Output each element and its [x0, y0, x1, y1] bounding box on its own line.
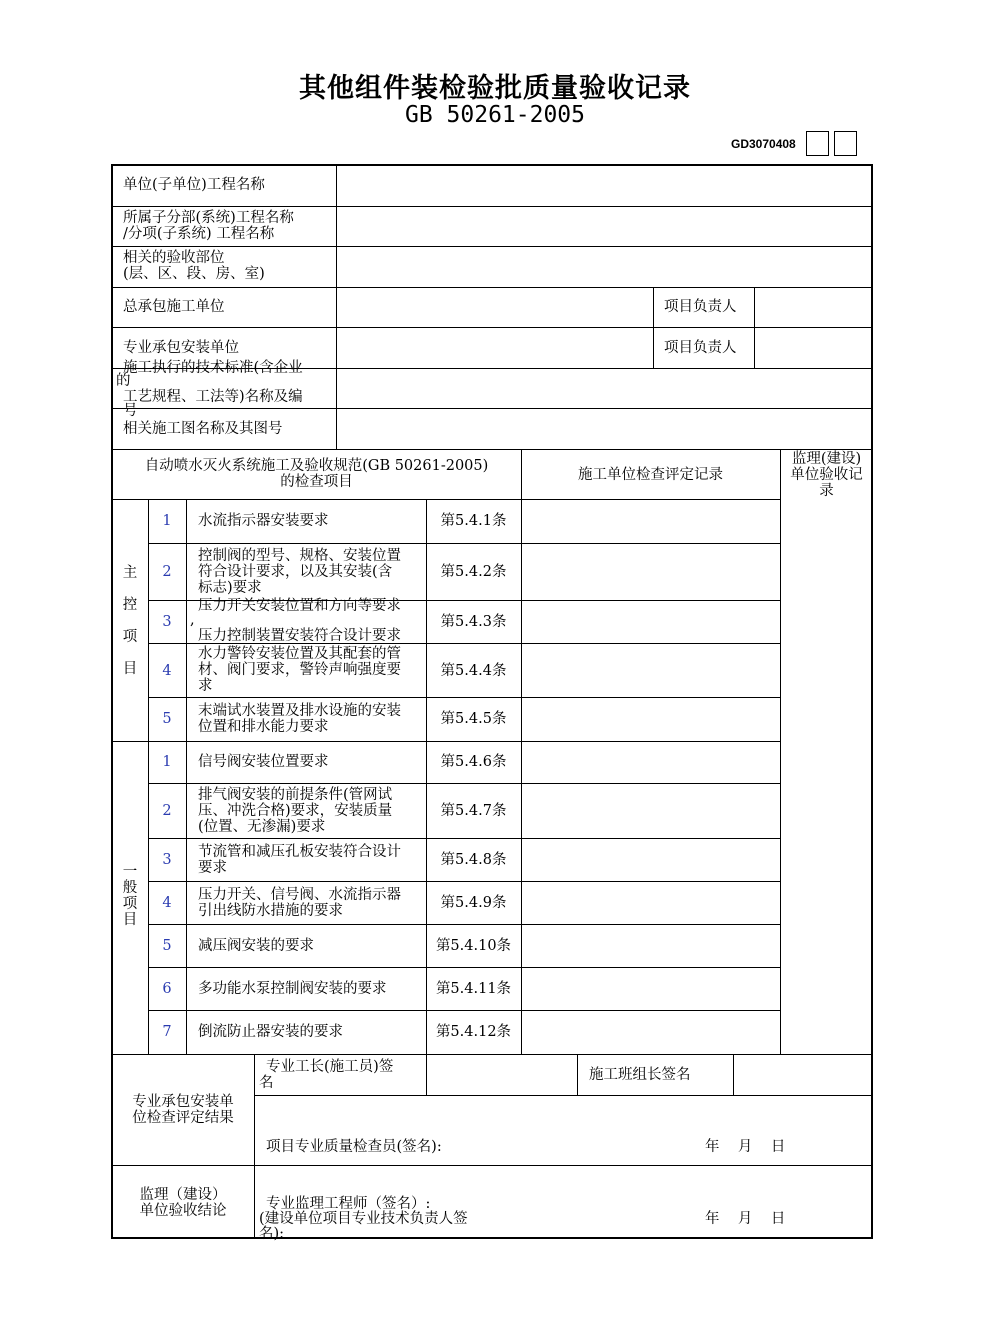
standard-label-2: 的 — [116, 373, 131, 389]
conclusion-label: 监理（建设） — [139, 1187, 227, 1203]
supervisor-cell — [255, 1166, 872, 1242]
form-code: GD3070408 — [731, 137, 796, 151]
location-label-2: (层、区、段、房、室) — [123, 266, 265, 282]
main-label-1: 主 — [122, 565, 138, 581]
general-item-text: 节流管和减压孔板安装符合设计 — [198, 844, 401, 860]
general-item-text: 倒流防止器安装的要求 — [198, 1024, 343, 1040]
main-item-text-2: , — [190, 612, 195, 628]
inspection-table — [111, 164, 873, 1239]
main-item-clause: 第5.4.1条 — [440, 513, 507, 529]
general-item-no: 7 — [162, 1024, 172, 1040]
general-item-no: 5 — [162, 938, 172, 954]
general-item-text: 信号阀安装位置要求 — [198, 754, 329, 770]
general-item-text: 排气阀安装的前提条件(管网试 — [198, 787, 393, 803]
main-item-text-2: 位置和排水能力要求 — [198, 719, 329, 735]
supervision-header-3: 录 — [819, 483, 834, 499]
main-label-4: 目 — [122, 661, 138, 677]
general-item-no: 2 — [162, 803, 172, 819]
drawings-label: 相关施工图名称及其图号 — [123, 421, 283, 437]
main-item-text-3: 求 — [198, 678, 213, 694]
main-item-clause: 第5.4.4条 — [440, 663, 507, 679]
supervision-header-2: 单位验收记 — [790, 467, 863, 483]
team-leader-label: 施工班组长签名 — [589, 1067, 691, 1083]
date-field-2: 年 月 日 — [705, 1211, 786, 1227]
contractor-record-header: 施工单位检查评定记录 — [578, 467, 723, 483]
main-item-clause: 第5.4.3条 — [440, 614, 507, 630]
general-item-clause: 第5.4.11条 — [435, 981, 512, 997]
supervision-header: 监理(建设) — [791, 451, 862, 467]
conclusion-label-2: 单位验收结论 — [139, 1203, 227, 1219]
main-item-text-3: 标志)要求 — [198, 580, 262, 596]
general-item-text: 压力开关、信号阀、水流指示器 — [198, 887, 401, 903]
location-label: 相关的验收部位 — [123, 250, 225, 266]
general-item-no: 1 — [162, 754, 172, 770]
main-item-text: 控制阀的型号、规格、安装位置 — [198, 548, 401, 564]
general-item-text: 多功能水泵控制阀安装的要求 — [198, 981, 387, 997]
general-item-text: 减压阀安装的要求 — [198, 938, 314, 954]
general-item-text-3: (位置、无渗漏)要求 — [198, 819, 326, 835]
result-label: 专业承包安装单 — [132, 1094, 234, 1110]
general-item-clause: 第5.4.9条 — [440, 895, 507, 911]
general-item-no: 6 — [162, 981, 172, 997]
page-title: 其他组件装检验批质量验收记录 — [299, 73, 691, 104]
main-item-text: 水力警铃安装位置及其配套的管 — [198, 646, 401, 662]
project-name-label: 单位(子单位)工程名称 — [123, 177, 265, 193]
main-item-text-2: 材、阀门要求，警铃声响强度要 — [198, 662, 401, 678]
general-item-clause: 第5.4.10条 — [435, 938, 512, 954]
specialty-contractor-label: 专业承包安装单位 — [123, 340, 239, 356]
spec-header-2: 的检查项目 — [280, 474, 353, 490]
main-item-no: 4 — [162, 663, 172, 679]
inspector-label: 项目专业质量检查员(签名): — [266, 1139, 442, 1155]
supervisor-label: 专业监理工程师（签名）: — [266, 1196, 431, 1212]
result-label-2: 位检查评定结果 — [132, 1110, 234, 1126]
main-item-3-cell — [187, 598, 425, 644]
main-item-no: 1 — [162, 513, 172, 529]
general-item-text-2: 引出线防水措施的要求 — [198, 903, 343, 919]
sub-project-label-2: /分项(子系统) 工程名称 — [123, 226, 275, 242]
standard-number: GB 50261-2005 — [404, 102, 585, 128]
main-item-clause: 第5.4.2条 — [440, 564, 507, 580]
main-item-text: 水流指示器安装要求 — [198, 513, 329, 529]
main-label-2: 控 — [122, 597, 138, 613]
general-item-text-2: 压、冲洗合格)要求，安装质量 — [198, 803, 393, 819]
main-item-text: 末端试水装置及排水设施的安装 — [198, 703, 401, 719]
standard-label-4: 号 — [123, 403, 138, 419]
general-item-clause: 第5.4.8条 — [440, 852, 507, 868]
date-field-1: 年 月 日 — [705, 1139, 786, 1155]
general-label-4: 目 — [122, 912, 138, 928]
main-item-text: 压力开关安装位置和方向等要求 — [198, 598, 401, 614]
code-box-2[interactable] — [834, 131, 857, 156]
general-label-1: 一 — [122, 864, 138, 880]
general-item-clause: 第5.4.7条 — [440, 803, 507, 819]
main-item-no: 3 — [162, 614, 172, 630]
spec-header: 自动喷水灭火系统施工及验收规范(GB 50261-2005) — [144, 458, 489, 474]
main-item-text-2: 符合设计要求，以及其安装(含 — [198, 564, 393, 580]
general-label-2: 般 — [122, 880, 138, 896]
sub-project-label: 所属子分部(系统)工程名称 — [123, 210, 294, 226]
standard-label-1: 施工执行的技术标准(含企业 — [123, 360, 303, 376]
main-item-no: 2 — [162, 564, 172, 580]
main-label-3: 项 — [122, 629, 138, 645]
supervisor-label-2: (建设单位项目专业技术负责人签 — [259, 1211, 468, 1227]
pm-label-2: 项目负责人 — [664, 340, 737, 356]
general-item-no: 3 — [162, 852, 172, 868]
foreman-label: 专业工长(施工员)签 — [266, 1059, 394, 1075]
code-box-1[interactable] — [806, 131, 829, 156]
supervisor-label-3: 名): — [259, 1226, 285, 1242]
general-label-3: 项 — [122, 896, 138, 912]
standard-label-cell — [113, 360, 335, 419]
general-item-text-2: 要求 — [198, 860, 227, 876]
pm-label-1: 项目负责人 — [664, 299, 737, 315]
general-contractor-label: 总承包施工单位 — [123, 299, 225, 315]
general-item-clause: 第5.4.6条 — [440, 754, 507, 770]
general-item-clause: 第5.4.12条 — [435, 1024, 512, 1040]
main-item-clause: 第5.4.5条 — [440, 711, 507, 727]
standard-label-3: 工艺规程、工法等)名称及编 — [123, 389, 303, 405]
general-item-no: 4 — [162, 895, 172, 911]
main-item-no: 5 — [162, 711, 172, 727]
main-item-text-3: 压力控制装置安装符合设计要求 — [198, 628, 401, 644]
foreman-label-2: 名 — [259, 1075, 274, 1091]
